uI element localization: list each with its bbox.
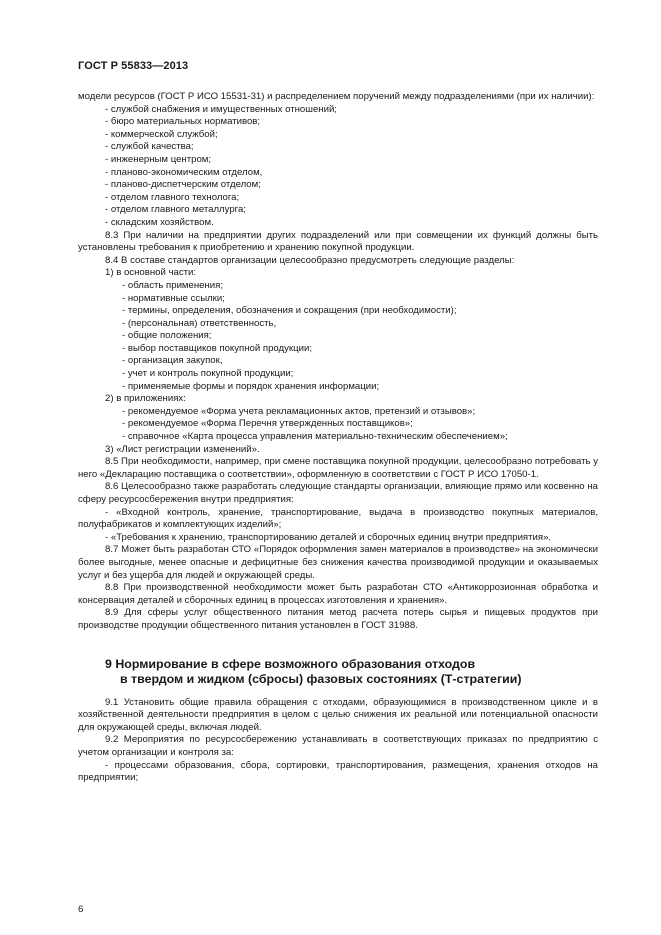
text-line: 8.4 В составе стандартов организации целесообразно предусмотреть следующие разделы:	[105, 254, 515, 266]
text-line: - коммерческой службой;	[105, 128, 218, 140]
text-line: - службой снабжения и имущественных отношений;	[105, 103, 337, 115]
text-line: модели ресурсов (ГОСТ Р ИСО 15531-31) и распределением поручений между подразделениями (при их наличии):	[78, 91, 595, 102]
text-line: 8.6 Целесообразно также разработать следующие стандарты организации, влияющие прямо или косвенно на сферу ресурсосбережения внутри предприятия:	[78, 481, 598, 505]
text-line: - организация закупок,	[122, 355, 223, 367]
text-line: - справочное «Карта процесса управления материально-техническим обеспечением»;	[122, 431, 508, 443]
text-line: - рекомендуемое «Форма Перечня утвержденных поставщиков»;	[122, 418, 413, 430]
text-line: - планово-экономическим отделом,	[105, 166, 263, 178]
text-line: - бюро материальных нормативов;	[105, 116, 261, 128]
text-line: - процессами образования, сбора, сортировки, транспортирования, размещения, хранения отходов на предприятии;	[78, 759, 598, 784]
text-line: - применяемые формы и порядок хранения информации;	[122, 380, 380, 392]
section-9-heading	[78, 657, 598, 688]
section-9-text	[78, 697, 598, 785]
text-line: 8.3 При наличии на предприятии других подразделений или при совмещении их функций должны быть установлены требования к приобретению и хранению покупной продукции.	[78, 229, 598, 254]
section-9-title-line-1: 9 Нормирование в сфере возможного образования отходов	[105, 656, 476, 671]
text-line: - (персональная) ответственность,	[122, 317, 277, 329]
text-line: 8.9 Для сферы услуг общественного питания метод расчета потерь сырья и пищевых продуктов при производстве продукции общественного питания установлен в ГОСТ 31988.	[78, 607, 598, 631]
text-line: - службой качества;	[105, 141, 194, 153]
document-body	[78, 91, 598, 785]
text-line: - выбор поставщиков покупной продукции;	[122, 342, 312, 354]
page-number: 6	[78, 904, 84, 915]
text-line: - общие положения;	[122, 330, 212, 342]
document-code-header: ГОСТ Р 55833—2013	[78, 60, 189, 72]
text-line: 8.7 Может быть разработан СТО «Порядок оформления замен материалов в производстве» на экономически более выгодные, менее опасные и дефицитные без снижения качества производимой продукции и оказываемых услуг и без ущерба для людей и окружающей среды.	[78, 544, 598, 581]
text-line: 9.1 Установить общие правила обращения с отходами, образующимися в производственном цикле и в хозяйственной деятельности предприятия в целом с целью снижения их реальной или потенциальной опасности для окружающей среды, включая людей.	[78, 696, 598, 733]
text-line: 9.2 Мероприятия по ресурсосбережению устанавливать в соответствующих приказах по предприятию с учетом организации и контроля за:	[78, 734, 598, 758]
text-line: - планово-диспетчерским отделом;	[105, 179, 261, 191]
text-line: - складским хозяйством.	[105, 216, 214, 228]
text-line: - область применения;	[122, 279, 224, 291]
text-line: - отделом главного технолога;	[105, 191, 240, 203]
text-line: - «Входной контроль, хранение, транспортирование, выдача в производство покупных материалов, полуфабрикатов и комплектующих изделий»;	[78, 506, 598, 531]
section-9-title-line-2: в твердом и жидком (сбросы) фазовых состояниях (Т-стратегии)	[120, 672, 522, 687]
text-line: 3) «Лист регистрации изменений».	[105, 443, 260, 455]
text-line: 8.5 При необходимости, например, при смене поставщика покупной продукции, целесообразно потребовать у него «Декларацию поставщика о соответствии», оформленную в соответствии с ГОСТ Р ИСО 17050-1.	[78, 456, 598, 480]
text-line: - отделом главного металлурга;	[105, 204, 246, 216]
text-line: - инженерным центром;	[105, 153, 212, 165]
text-line: - нормативные ссылки;	[122, 292, 225, 304]
text-line: - термины, определения, обозначения и сокращения (при необходимости);	[122, 305, 457, 317]
section-8-text	[78, 91, 598, 633]
text-line: - «Требования к хранению, транспортированию деталей и сборочных единиц внутри предприятия».	[105, 531, 552, 543]
text-line: 1) в основной части:	[105, 267, 197, 279]
text-line: - учет и контроль покупной продукции;	[122, 368, 294, 380]
text-line: 2) в приложениях:	[105, 393, 186, 405]
text-line: 8.8 При производственной необходимости может быть разработан СТО «Антикоррозионная обработка и консервация деталей и сборочных единиц в процессах изготовления и хранения».	[78, 582, 598, 606]
text-line: - рекомендуемое «Форма учета рекламационных актов, претензий и отзывов»;	[122, 405, 476, 417]
